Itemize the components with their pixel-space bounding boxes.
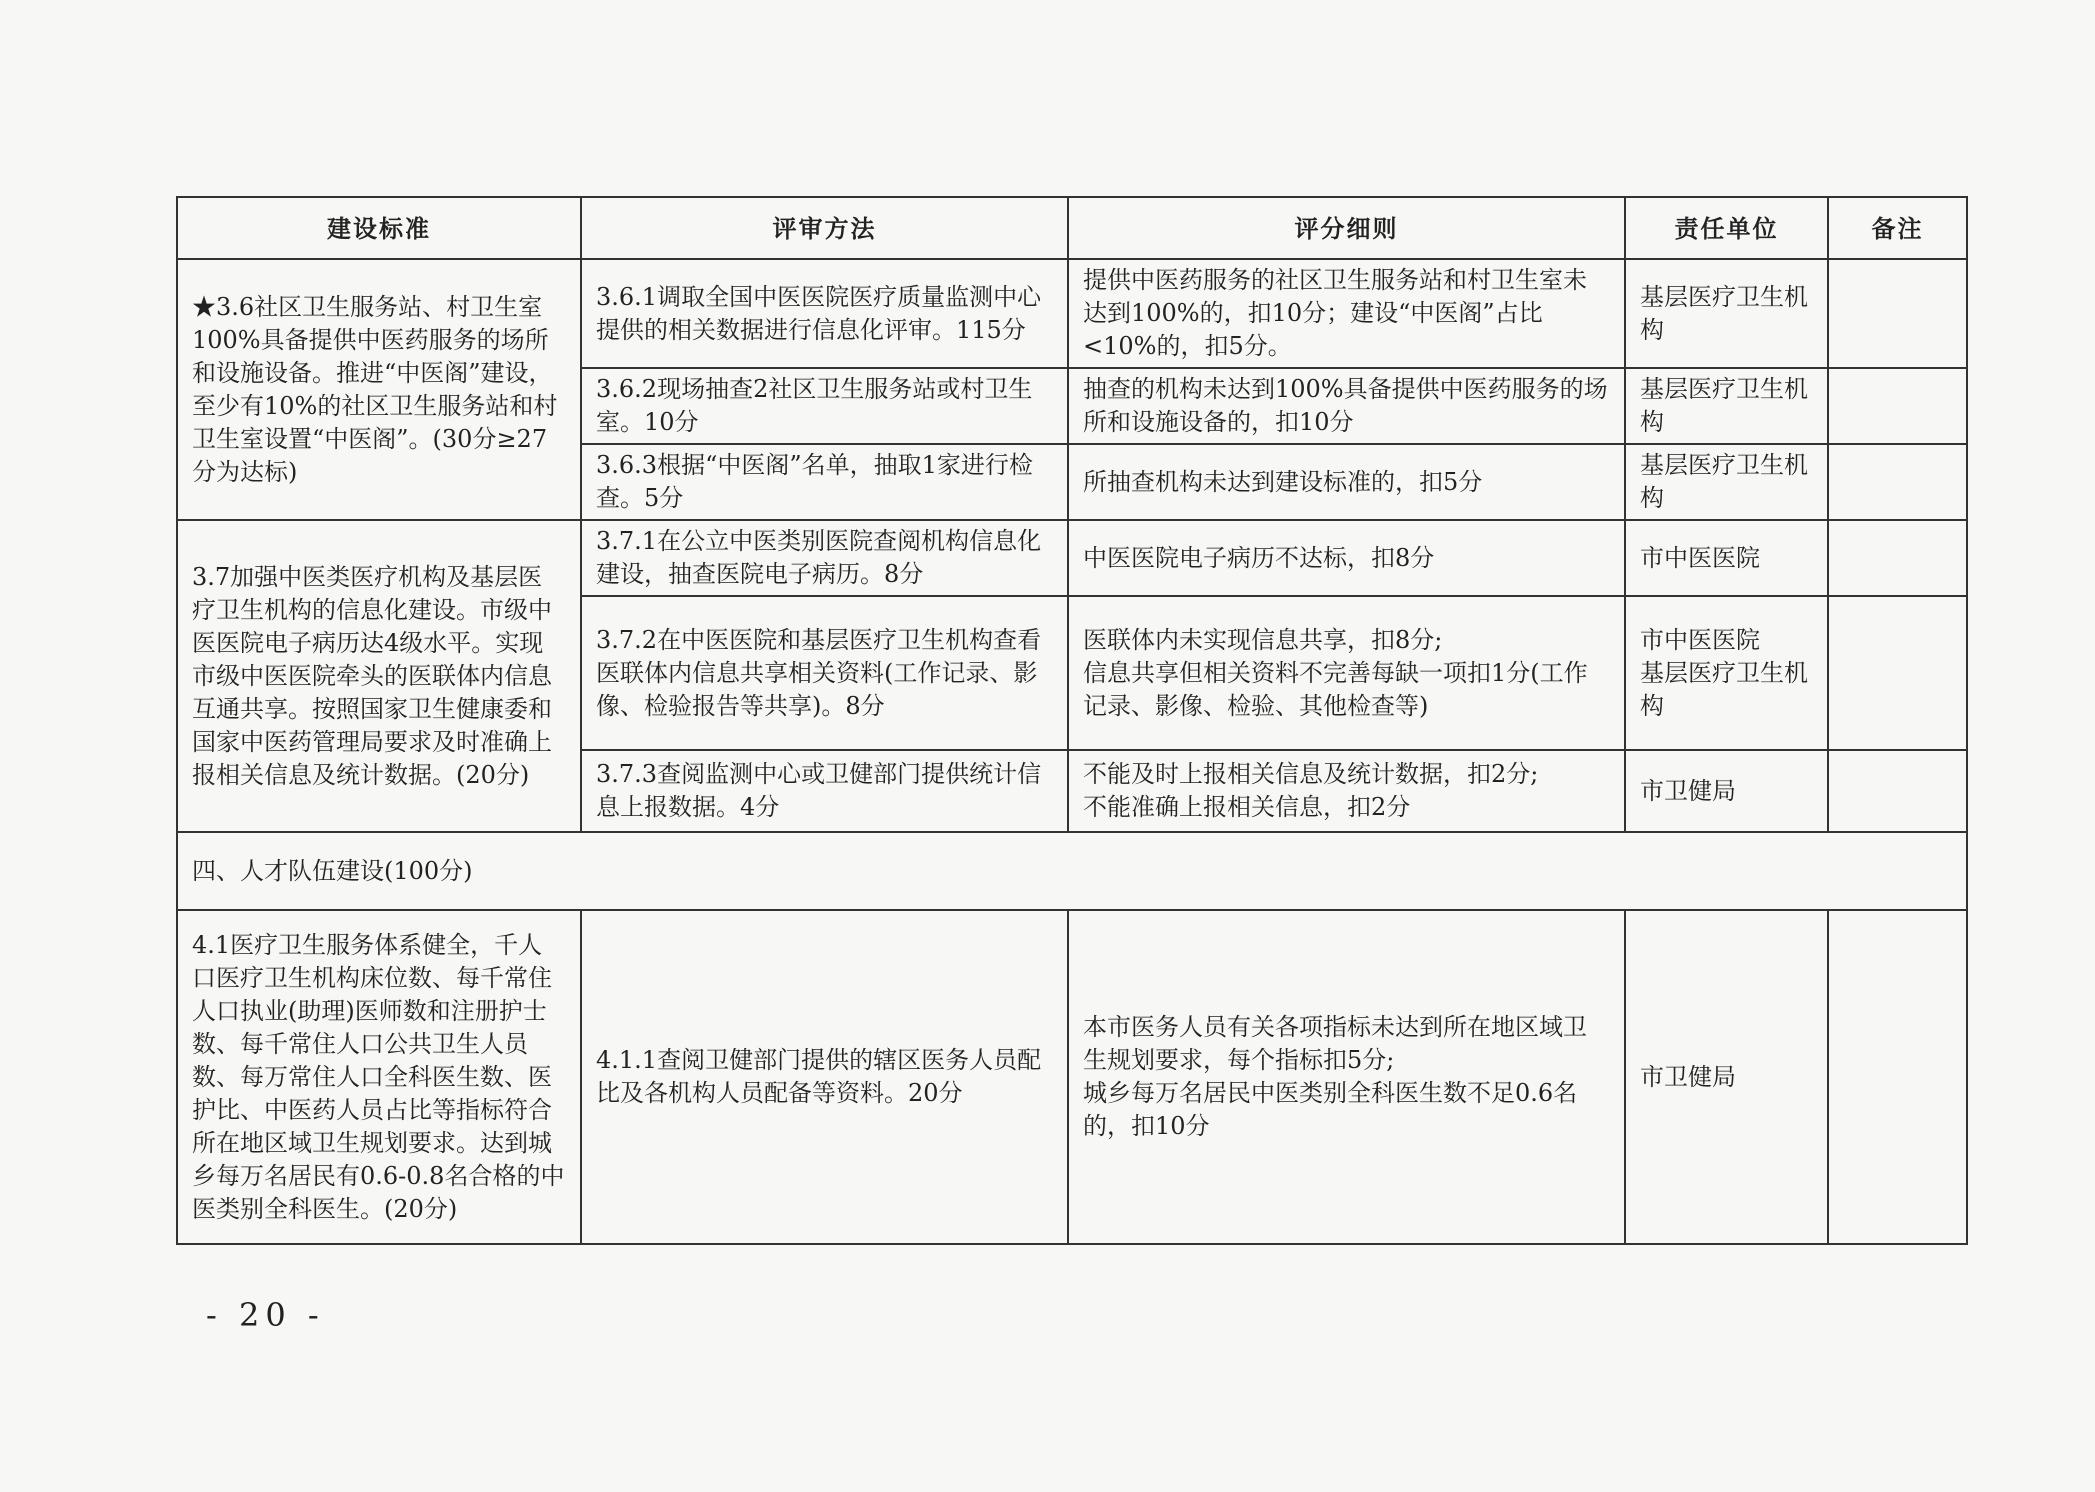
method-cell: 3.6.1调取全国中医医院医疗质量监测中心提供的相关数据进行信息化评审。115分 <box>581 259 1068 368</box>
page-number: - 20 - <box>206 1296 325 1334</box>
header-standard: 建设标准 <box>177 197 581 259</box>
note-cell <box>1828 259 1967 368</box>
evaluation-table <box>176 196 1968 1245</box>
unit-cell: 基层医疗卫生机构 <box>1625 259 1828 368</box>
section-title: 四、人才队伍建设(100分) <box>177 832 1967 910</box>
standard-cell: 4.1医疗卫生服务体系健全，千人口医疗卫生机构床位数、每千常住人口执业(助理)医师数和注册护士数、每千常住人口公共卫生人员数、每万常住人口全科医生数、医护比、中医药人员占比等指标符合所在地区域卫生规划要求。达到城乡每万名居民有0.6-0.8名合格的中医类别全科医生。(20分) <box>177 910 581 1244</box>
detail-cell: 不能及时上报相关信息及统计数据，扣2分; 不能准确上报相关信息，扣2分 <box>1068 750 1625 832</box>
detail-cell: 所抽查机构未达到建设标准的，扣5分 <box>1068 444 1625 520</box>
method-cell: 3.7.2在中医医院和基层医疗卫生机构查看医联体内信息共享相关资料(工作记录、影像、检验报告等共享)。8分 <box>581 596 1068 750</box>
method-cell: 3.6.2现场抽查2社区卫生服务站或村卫生室。10分 <box>581 368 1068 444</box>
unit-cell: 基层医疗卫生机构 <box>1625 444 1828 520</box>
method-cell: 3.7.3查阅监测中心或卫健部门提供统计信息上报数据。4分 <box>581 750 1068 832</box>
unit-cell: 市中医医院 基层医疗卫生机构 <box>1625 596 1828 750</box>
method-cell: 3.7.1在公立中医类别医院查阅机构信息化建设，抽查医院电子病历。8分 <box>581 520 1068 596</box>
note-cell <box>1828 444 1967 520</box>
method-cell: 3.6.3根据“中医阁”名单，抽取1家进行检查。5分 <box>581 444 1068 520</box>
table-header-row <box>177 197 1967 259</box>
unit-cell: 市卫健局 <box>1625 750 1828 832</box>
unit-cell: 基层医疗卫生机构 <box>1625 368 1828 444</box>
detail-cell: 医联体内未实现信息共享，扣8分; 信息共享但相关资料不完善每缺一项扣1分(工作记录、影像、检验、其他检查等) <box>1068 596 1625 750</box>
standard-cell: 3.7加强中医类医疗机构及基层医疗卫生机构的信息化建设。市级中医医院电子病历达4级水平。实现市级中医医院牵头的医联体内信息互通共享。按照国家卫生健康委和国家中医药管理局要求及时准确上报相关信息及统计数据。(20分) <box>177 520 581 832</box>
detail-cell: 本市医务人员有关各项指标未达到所在地区域卫生规划要求，每个指标扣5分; 城乡每万名居民中医类别全科医生数不足0.6名的，扣10分 <box>1068 910 1625 1244</box>
unit-cell: 市中医医院 <box>1625 520 1828 596</box>
table-row <box>177 259 1967 368</box>
note-cell <box>1828 910 1967 1244</box>
note-cell <box>1828 368 1967 444</box>
note-cell <box>1828 596 1967 750</box>
section-row <box>177 832 1967 910</box>
method-cell: 4.1.1查阅卫健部门提供的辖区医务人员配比及各机构人员配备等资料。20分 <box>581 910 1068 1244</box>
header-detail: 评分细则 <box>1068 197 1625 259</box>
standard-cell: ★3.6社区卫生服务站、村卫生室100%具备提供中医药服务的场所和设施设备。推进“中医阁”建设，至少有10%的社区卫生服务站和村卫生室设置“中医阁”。(30分≥27分为达标) <box>177 259 581 520</box>
unit-cell: 市卫健局 <box>1625 910 1828 1244</box>
table-row <box>177 520 1967 596</box>
note-cell <box>1828 750 1967 832</box>
header-unit: 责任单位 <box>1625 197 1828 259</box>
detail-cell: 中医医院电子病历不达标，扣8分 <box>1068 520 1625 596</box>
header-method: 评审方法 <box>581 197 1068 259</box>
note-cell <box>1828 520 1967 596</box>
table-row <box>177 910 1967 1244</box>
detail-cell: 抽查的机构未达到100%具备提供中医药服务的场所和设施设备的，扣10分 <box>1068 368 1625 444</box>
detail-cell: 提供中医药服务的社区卫生服务站和村卫生室未达到100%的，扣10分；建设“中医阁”占比<10%的，扣5分。 <box>1068 259 1625 368</box>
header-note: 备注 <box>1828 197 1967 259</box>
